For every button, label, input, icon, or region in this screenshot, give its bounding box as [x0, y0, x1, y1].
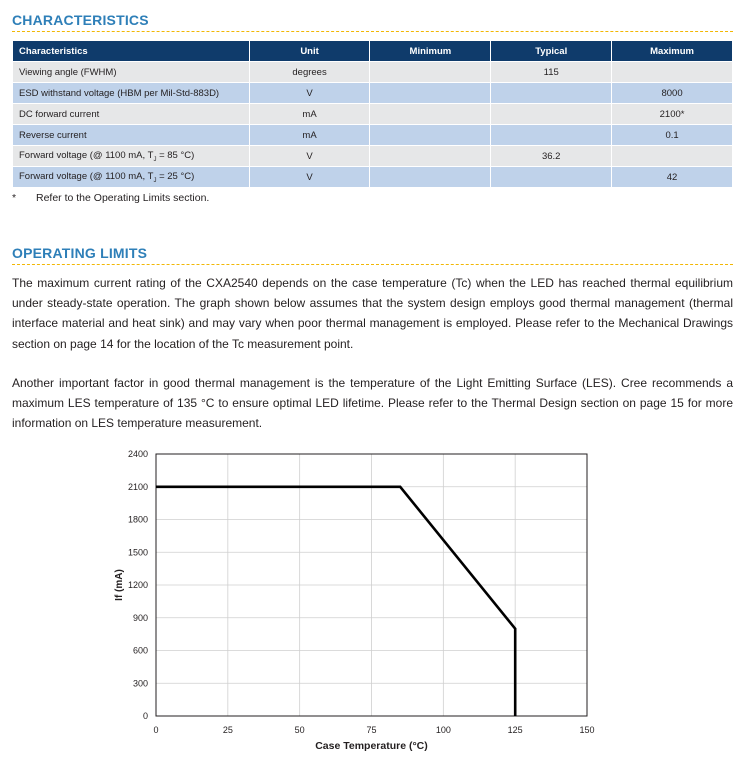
minimum-cell — [370, 104, 491, 125]
y-tick-label: 1200 — [127, 580, 148, 590]
row-label: Reverse current — [13, 125, 250, 146]
paragraph: The maximum current rating of the CXA2540 depends on the case temperature (Tc) when the LED has reached thermal equilibrium under steady-state operation. The graph shown below assumes that the system design employs good thermal management (thermal interface material and heat sink) and may vary when poor thermal management is employed. Please refer to the Mechanical Drawings section on page 14 for the location of the Tc measurement point. — [12, 276, 733, 351]
x-tick-label: 0 — [153, 725, 159, 735]
typical-cell — [491, 83, 612, 104]
title-divider — [12, 31, 733, 32]
minimum-cell — [370, 62, 491, 83]
x-axis-label: Case Temperature (°C) — [315, 740, 428, 752]
x-tick-label: 150 — [579, 725, 595, 735]
maximum-cell — [612, 146, 733, 167]
unit-cell: V — [249, 167, 370, 188]
table-row — [13, 104, 733, 125]
minimum-cell — [370, 146, 491, 167]
maximum-cell: 0.1 — [612, 125, 733, 146]
y-tick-label: 900 — [132, 612, 148, 623]
typical-cell — [491, 167, 612, 188]
unit-cell: degrees — [249, 62, 370, 83]
table-row — [13, 146, 733, 167]
row-label — [13, 146, 250, 167]
footnote-text: Refer to the Operating Limits section. — [36, 192, 210, 204]
derating-curve — [156, 487, 515, 716]
row-label: DC forward current — [13, 104, 250, 125]
row-label — [13, 167, 250, 188]
unit-cell: V — [249, 146, 370, 167]
column-header: Typical — [491, 41, 612, 62]
typical-cell — [491, 104, 612, 125]
row-label-text: = 25 °C) — [156, 170, 195, 182]
x-tick-label: 50 — [294, 725, 305, 735]
characteristics-table — [12, 40, 733, 188]
y-tick-label: 0 — [142, 711, 148, 721]
typical-cell: 36.2 — [491, 146, 612, 167]
y-tick-label: 600 — [132, 645, 148, 656]
characteristics-title: CHARACTERISTICS — [12, 12, 149, 28]
paragraph: Another important factor in good thermal management is the temperature of the Light Emitting Surface (LES). Cree recommends a maximum LES temperature of 135 °C to ensure optimal LED lifetime. Please refer to the Thermal Design section on page 15 for more information on LES temperature measurement. — [12, 376, 733, 431]
minimum-cell — [370, 167, 491, 188]
maximum-cell: 8000 — [612, 83, 733, 104]
column-header: Characteristics — [13, 41, 250, 62]
y-tick-label: 2400 — [127, 449, 148, 459]
row-label-text: = 85 °C) — [156, 149, 195, 161]
maximum-cell: 42 — [612, 167, 733, 188]
maximum-cell: 2100* — [612, 104, 733, 125]
footnote — [12, 192, 209, 204]
table-row — [13, 167, 733, 188]
table-row — [13, 125, 733, 146]
subscript-j: J — [153, 156, 157, 163]
operating-limits-title: OPERATING LIMITS — [12, 245, 148, 261]
typical-cell — [491, 125, 612, 146]
title-divider — [12, 264, 733, 265]
footnote-mark: * — [12, 192, 17, 204]
row-label: Viewing angle (FWHM) — [13, 62, 250, 83]
x-tick-label: 125 — [507, 725, 523, 735]
y-tick-label: 300 — [132, 678, 148, 689]
table-row — [13, 83, 733, 104]
row-label: ESD withstand voltage (HBM per Mil-Std-883D) — [13, 83, 250, 104]
x-tick-label: 75 — [366, 725, 377, 735]
subscript-j: J — [153, 177, 157, 184]
column-header: Unit — [249, 41, 370, 62]
typical-cell: 115 — [491, 62, 612, 83]
column-header: Maximum — [612, 41, 733, 62]
unit-cell: mA — [249, 104, 370, 125]
table-header-row — [13, 41, 733, 62]
maximum-cell — [612, 62, 733, 83]
y-axis-label: If (mA) — [114, 569, 125, 601]
minimum-cell — [370, 125, 491, 146]
x-tick-label: 100 — [435, 725, 451, 735]
column-header: Minimum — [370, 41, 491, 62]
unit-cell: mA — [249, 125, 370, 146]
y-tick-label: 2100 — [127, 481, 148, 492]
unit-cell: V — [249, 83, 370, 104]
row-label-text: Forward voltage (@ 1100 mA, T — [19, 149, 154, 161]
minimum-cell — [370, 83, 491, 104]
current-derating-chart — [100, 446, 620, 756]
y-tick-label: 1500 — [127, 547, 148, 558]
y-tick-label: 1800 — [127, 514, 148, 525]
x-tick-label: 25 — [222, 725, 233, 735]
row-label-text: Forward voltage (@ 1100 mA, T — [19, 170, 154, 182]
table-row — [13, 62, 733, 83]
